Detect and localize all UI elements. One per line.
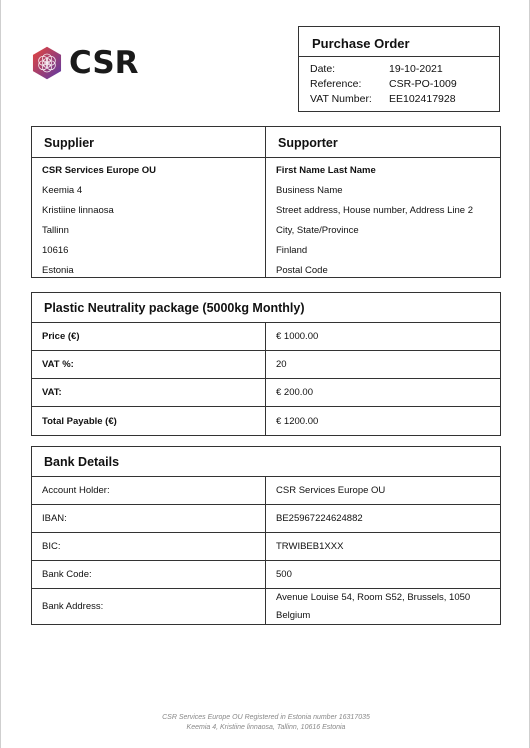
bic-label: BIC: [32,533,266,560]
supplier-country: Estonia [42,265,74,276]
logo-text: CSR [69,45,139,81]
bank-details-table [31,446,501,625]
bank-code-value: 500 [276,569,292,580]
iban-value: BE25967224624882 [276,513,363,524]
iban-label: IBAN: [32,505,266,532]
account-holder-value: CSR Services Europe OU [276,485,386,496]
supplier-district: Kristiine linnaosa [42,205,114,216]
vat-label: VAT: [32,379,266,406]
po-reference-row [299,77,499,92]
flower-of-life-icon [29,45,65,81]
bank-address-label: Bank Address: [32,589,266,624]
table-row [32,589,500,624]
total-payable-value: € 1200.00 [276,415,319,427]
bank-address-line-2: Belgium [276,610,311,621]
table-row [32,351,500,379]
footer-address: Keemia 4, Kristiine linnaosa, Tallinn, 10616 Estonia [186,724,346,731]
vat-value: € 200.00 [276,387,313,398]
supplier-postcode: 10616 [42,245,69,256]
table-row [32,561,500,589]
bic-value: TRWIBEB1XXX [276,541,344,552]
supporter-postcode: Postal Code [276,265,328,276]
bank-code-label: Bank Code: [32,561,266,588]
supporter-heading: Supporter [278,136,338,150]
table-row [32,477,500,505]
po-vat-number-label: VAT Number: [310,93,372,105]
purchase-order-title: Purchase Order [299,27,499,57]
supporter-address [266,158,500,277]
po-vat-number-row [299,92,499,107]
supplier-name: CSR Services Europe OU [42,165,157,176]
table-row [32,379,500,407]
po-date-row [299,62,499,77]
table-row [32,505,500,533]
price-label: Price (€) [32,323,266,350]
package-heading: Plastic Neutrality package (5000kg Monthly) [32,293,500,323]
po-reference-label: Reference: [310,78,362,90]
page-footer [1,713,530,733]
supplier-street: Keemia 4 [42,185,83,196]
vat-percent-label: VAT %: [32,351,266,378]
po-reference-value: CSR-PO-1009 [389,78,457,90]
bank-address-value [266,589,500,624]
table-row [32,407,500,435]
supplier-address [32,158,266,277]
po-date-value: 19-10-2021 [389,63,443,75]
price-value: € 1000.00 [276,331,319,342]
account-holder-label: Account Holder: [32,477,266,504]
purchase-order-box [298,26,500,112]
total-payable-label: Total Payable (€) [32,407,266,435]
bank-details-heading: Bank Details [32,447,500,477]
supplier-heading: Supplier [32,127,266,157]
company-logo [29,43,149,83]
supplier-city: Tallinn [42,225,69,236]
supporter-country: Finland [276,245,308,256]
bank-address-line-1: Avenue Louise 54, Room S52, Brussels, 1050 [276,592,471,603]
parties-table [31,126,501,278]
supporter-city: City, State/Province [276,225,359,236]
po-date-label: Date: [310,63,336,75]
package-table [31,292,501,436]
table-row [32,533,500,561]
vat-percent-value: 20 [276,359,287,370]
supporter-street: Street address, House number, Address Line 2 [276,205,473,216]
supporter-business: Business Name [276,185,343,196]
footer-registration: CSR Services Europe OU Registered in Estonia number 16317035 [162,714,370,721]
po-vat-number-value: EE102417928 [389,93,456,105]
table-row [32,323,500,351]
supporter-name: First Name Last Name [276,165,376,176]
